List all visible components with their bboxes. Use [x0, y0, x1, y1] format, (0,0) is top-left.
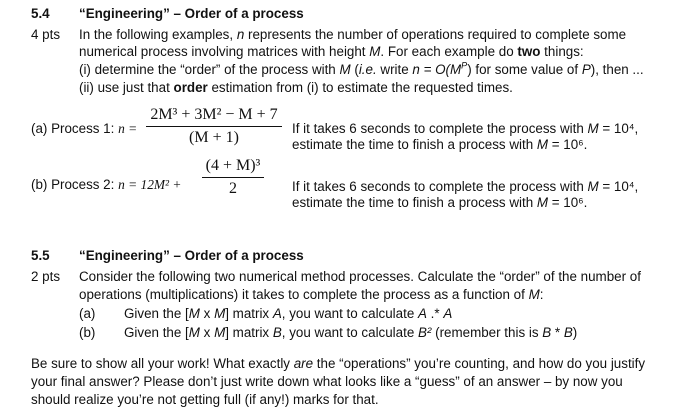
section-5-4-intro-line2: numerical process involving matrices with height M. For each example do two things:: [79, 44, 584, 59]
footer-line3: should realize you’re not getting full (if any!) marks for that.: [31, 392, 379, 407]
part-b-label: (b) Process 2: n = 12M² +: [31, 177, 182, 192]
section-5-5-points: 2 pts: [31, 269, 61, 284]
footer-line1: Be sure to show all your work! What exactly are the “operations” you’re counting, and how do you justify: [31, 356, 646, 371]
part-a-denominator: (M + 1): [189, 129, 239, 146]
section-5-5-intro-line1: Consider the following two numerical method processes. Calculate the “order” of the number of: [79, 269, 641, 284]
section-5-4-title: “Engineering” – Order of a process: [79, 6, 304, 21]
section-5-5-item-a-label: (a): [79, 306, 96, 321]
section-5-5-item-b-label: (b): [79, 325, 96, 340]
section-5-4-number: 5.4: [31, 6, 50, 21]
part-a-question-line2: estimate the time to finish a process with M = 10⁶.: [292, 137, 588, 152]
section-5-5-number: 5.5: [31, 248, 50, 263]
part-b-question-line1: If it takes 6 seconds to complete the process with M = 10⁴,: [292, 179, 639, 194]
section-5-4-item-ii: (ii) use just that order estimation from (i) to estimate the requested times.: [79, 80, 513, 95]
part-b-question-line2: estimate the time to finish a process with M = 10⁶.: [292, 195, 588, 210]
section-5-4-points: 4 pts: [31, 27, 61, 42]
part-b-numerator: (4 + M)³: [205, 157, 261, 174]
footer-line2: your final answer? Please don’t just write down what looks like a “guess” of an answer – by now you: [31, 374, 623, 389]
part-a-numerator: 2M³ + 3M² − M + 7: [150, 106, 278, 123]
section-5-4-item-i: (i) determine the “order” of the process with M (i.e. write $n = O(M^P)$ for some value of P), then ...: [79, 60, 644, 77]
part-a-fraction: [146, 106, 282, 147]
section-5-5-item-a-text: Given the [M x M] matrix A, you want to calculate A .* A: [124, 306, 453, 321]
part-b-fraction: [202, 157, 264, 198]
section-5-5-intro-line2: operations (multiplications) it takes to complete the process as a function of M:: [79, 287, 544, 302]
part-a-fraction-bar: [146, 126, 282, 127]
section-5-5-item-b-text: Given the [M x M] matrix B, you want to calculate B² (remember this is B * B): [124, 325, 578, 340]
part-a-label: (a) Process 1: n =: [31, 121, 138, 136]
section-5-4-intro-line1: In the following examples, n represents the number of operations required to complete some: [79, 27, 627, 42]
part-a-question-line1: If it takes 6 seconds to complete the process with M = 10⁴,: [292, 121, 639, 136]
part-b-fraction-bar: [202, 177, 264, 178]
section-5-5-title: “Engineering” – Order of a process: [79, 248, 304, 263]
part-b-denominator: 2: [229, 180, 237, 197]
